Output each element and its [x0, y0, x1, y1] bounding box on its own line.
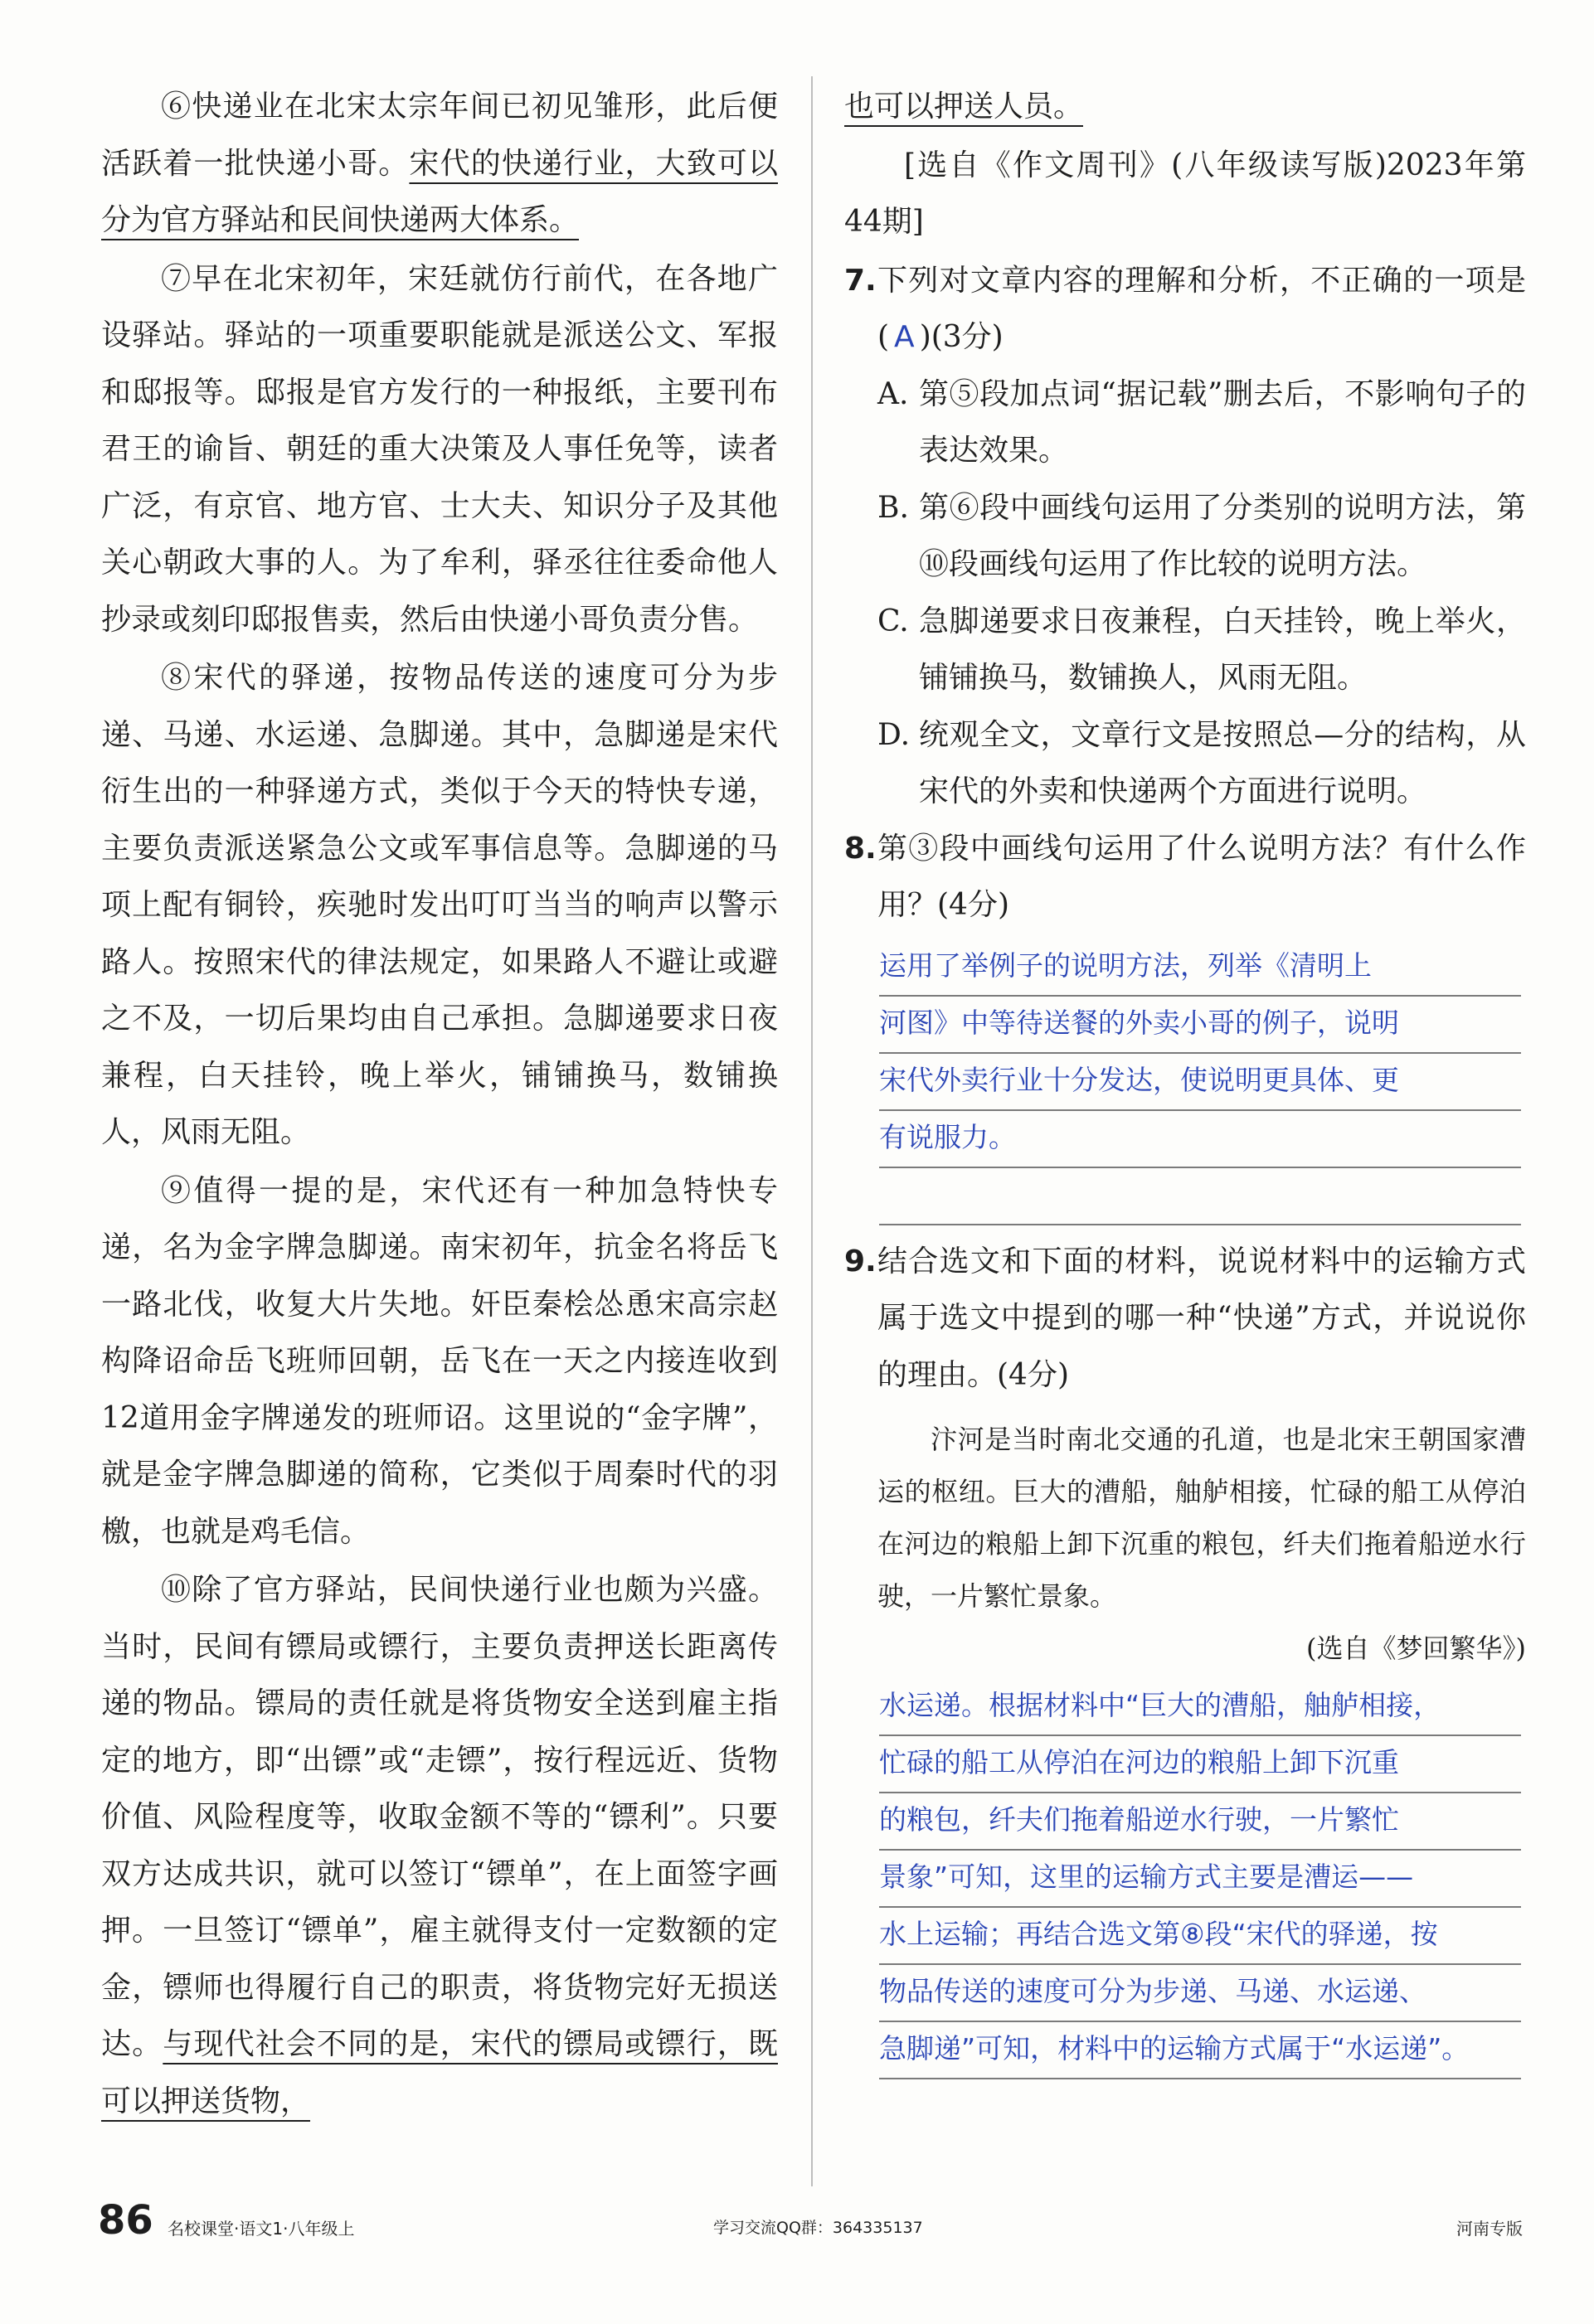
- paragraph-10-continued: [844, 79, 1526, 136]
- page-footer: [0, 2197, 1594, 2263]
- answer-line: 忙碌的船工从停泊在河边的粮船上卸下沉重: [879, 1736, 1521, 1793]
- question-7-option-text: 统观全文，文章行文是按照总—分的结构，从宋代的外卖和快递两个方面进行说明。: [919, 717, 1526, 808]
- edition-region: 河南专版: [1456, 2219, 1523, 2239]
- answer-line: 宋代外卖行业十分发达，使说明更具体、更: [879, 1054, 1521, 1111]
- question-7-options: [844, 366, 1526, 821]
- paragraph-10-underlined-sentence: 与现代社会不同的是，宋代的镖局或镖行，既可以押送货物，: [101, 2027, 778, 2118]
- answer-line: 的粮包，纤夫们拖着船逆水行驶，一片繁忙: [879, 1793, 1521, 1851]
- question-8-answer-area: [879, 939, 1521, 1225]
- paragraph-10-text: ⑩除了官方驿站，民间快递行业也颇为兴盛。当时，民间有镖局或镖行，主要负责押送长距离传递的物品。镖局的责任就是将货物安全送到雇主指定的地方，即“出镖”或“走镖”，按行程远近、货物价值、风险程度等，收取金额不等的“镖利”。只要双方达成共识，就可以签订“镖单”，在上面签字画押。一旦签订“镖单”，雇主就得支付一定数额的定金，镖师也得履行自己的职责，将货物完好无损送达。: [101, 1573, 778, 2061]
- paragraph-6-underlined-sentence: 宋代的快递行业，大致可以分为官方驿站和民间快递两大体系。: [101, 146, 778, 237]
- answer-line: 有说服力。: [879, 1111, 1521, 1168]
- question-9-material-source: (选自《梦回繁华》): [1306, 1633, 1526, 1664]
- paragraph-10: [101, 1562, 778, 2130]
- question-7-option: [877, 594, 1526, 707]
- question-7-option-label: D.: [877, 717, 911, 752]
- answer-line: 物品传送的速度可分为步递、马递、水运递、: [879, 1965, 1521, 2022]
- column-divider: [811, 76, 813, 2186]
- question-7: [844, 253, 1526, 821]
- answer-line: 河图》中等待送餐的外卖小哥的例子，说明: [879, 997, 1521, 1054]
- answer-line: 急脚递”可知，材料中的运输方式属于“水运递”。: [879, 2022, 1521, 2079]
- question-7-stem: 7. 下列对文章内容的理解和分析，不正确的一项是( A )(3分): [844, 253, 1526, 366]
- question-9-number: 9.: [844, 1244, 877, 1278]
- right-column: [844, 79, 1526, 2088]
- answer-line: 运用了举例子的说明方法，列举《清明上: [879, 939, 1521, 997]
- question-7-option-text: 第⑥段中画线句运用了分类别的说明方法，第⑩段画线句运用了作比较的说明方法。: [919, 490, 1526, 581]
- question-9-stem: 9. 结合选文和下面的材料，说说材料中的运输方式属于选文中提到的哪一种“快递”方式，并说说你的理由。(4分): [844, 1234, 1526, 1405]
- paragraph-6-text: ⑥快递业在北宋太宗年间已初见雏形，此后便活跃着一批快递小哥。: [101, 90, 778, 181]
- question-7-option-text: 第⑤段加点词“据记载”删去后，不影响句子的表达效果。: [919, 376, 1526, 468]
- question-8-stem: 8. 第③段中画线句运用了什么说明方法？有什么作用？(4分): [844, 821, 1526, 934]
- question-7-option: [877, 366, 1526, 480]
- paragraph-8: ⑧宋代的驿递，按物品传送的速度可分为步递、马递、水运递、急脚递。其中，急脚递是宋代衍生出的一种驿递方式，类似于今天的特快专递，主要负责派送紧急公文或军事信息等。急脚递的马项上配有铜铃，疾驰时发出叮叮当当的响声以警示路人。按照宋代的律法规定，如果路人不避让或避之不及，一切后果均由自己承担。急脚递要求日夜兼程，白天挂铃，晚上举火，铺铺换马，数铺换人，风雨无阻。: [101, 661, 778, 1149]
- qq-group: 学习交流QQ群：364335137: [713, 2219, 923, 2237]
- question-7-option: [877, 480, 1526, 594]
- paragraph-10-underlined-end: 也可以押送人员。: [844, 90, 1084, 124]
- answer-line: 水运递。根据材料中“巨大的漕船，舳舻相接，: [879, 1679, 1521, 1736]
- paragraph-9: ⑨值得一提的是，宋代还有一种加急特快专递，名为金字牌急脚递。南宋初年，抗金名将岳飞一路北伐，收复大片失地。奸臣秦桧怂恿宋高宗赵构降诏命岳飞班师回朝，岳飞在一天之内接连收到12道用金字牌递发的班师诏。这里说的“金字牌”，就是金字牌急脚递的简称，它类似于周秦时代的羽檄，也就是鸡毛信。: [101, 1173, 778, 1549]
- citation: [选自《作文周刊》(八年级读写版)2023年第44期]: [844, 148, 1526, 239]
- book-title: 名校课堂·语文1·八年级上: [168, 2219, 355, 2239]
- paragraph-7: ⑦早在北宋初年，宋廷就仿行前代，在各地广设驿站。驿站的一项重要职能就是派送公文、军报和邸报等。邸报是官方发行的一种报纸，主要刊布君王的谕旨、朝廷的重大决策及人事任免等，读者广泛，有京官、地方官、士大夫、知识分子及其他关心朝政大事的人。为了牟利，驿丞往往委命他人抄录或刻印邸报售卖，然后由快递小哥负责分售。: [101, 261, 778, 637]
- question-8: [844, 821, 1526, 1225]
- question-7-option: [877, 707, 1526, 821]
- question-9: [844, 1234, 1526, 2080]
- question-9-answer-area: [879, 1679, 1521, 2079]
- question-7-answer: A: [894, 320, 915, 354]
- page-number: 86: [98, 2197, 153, 2244]
- question-7-option-label: A.: [877, 376, 909, 411]
- left-column: [101, 79, 778, 2132]
- question-7-number: 7.: [844, 263, 877, 298]
- answer-line: 水上运输；再结合选文第⑧段“宋代的驿递，按: [879, 1908, 1521, 1965]
- question-9-material: 汴河是当时南北交通的孔道，也是北宋王朝国家漕运的枢纽。巨大的漕船，舳舻相接，忙碌的船工从停泊在河边的粮船上卸下沉重的粮包，纤夫们拖着船逆水行驶，一片繁忙景象。: [877, 1424, 1526, 1612]
- question-7-option-label: C.: [877, 604, 909, 638]
- answer-line: [879, 1168, 1521, 1225]
- question-8-number: 8.: [844, 831, 877, 866]
- paragraph-6: [101, 79, 778, 250]
- question-7-option-label: B.: [877, 490, 909, 525]
- answer-line: 景象”可知，这里的运输方式主要是漕运——: [879, 1851, 1521, 1908]
- question-7-option-text: 急脚递要求日夜兼程，白天挂铃，晚上举火，铺铺换马，数铺换人，风雨无阻。: [919, 604, 1526, 695]
